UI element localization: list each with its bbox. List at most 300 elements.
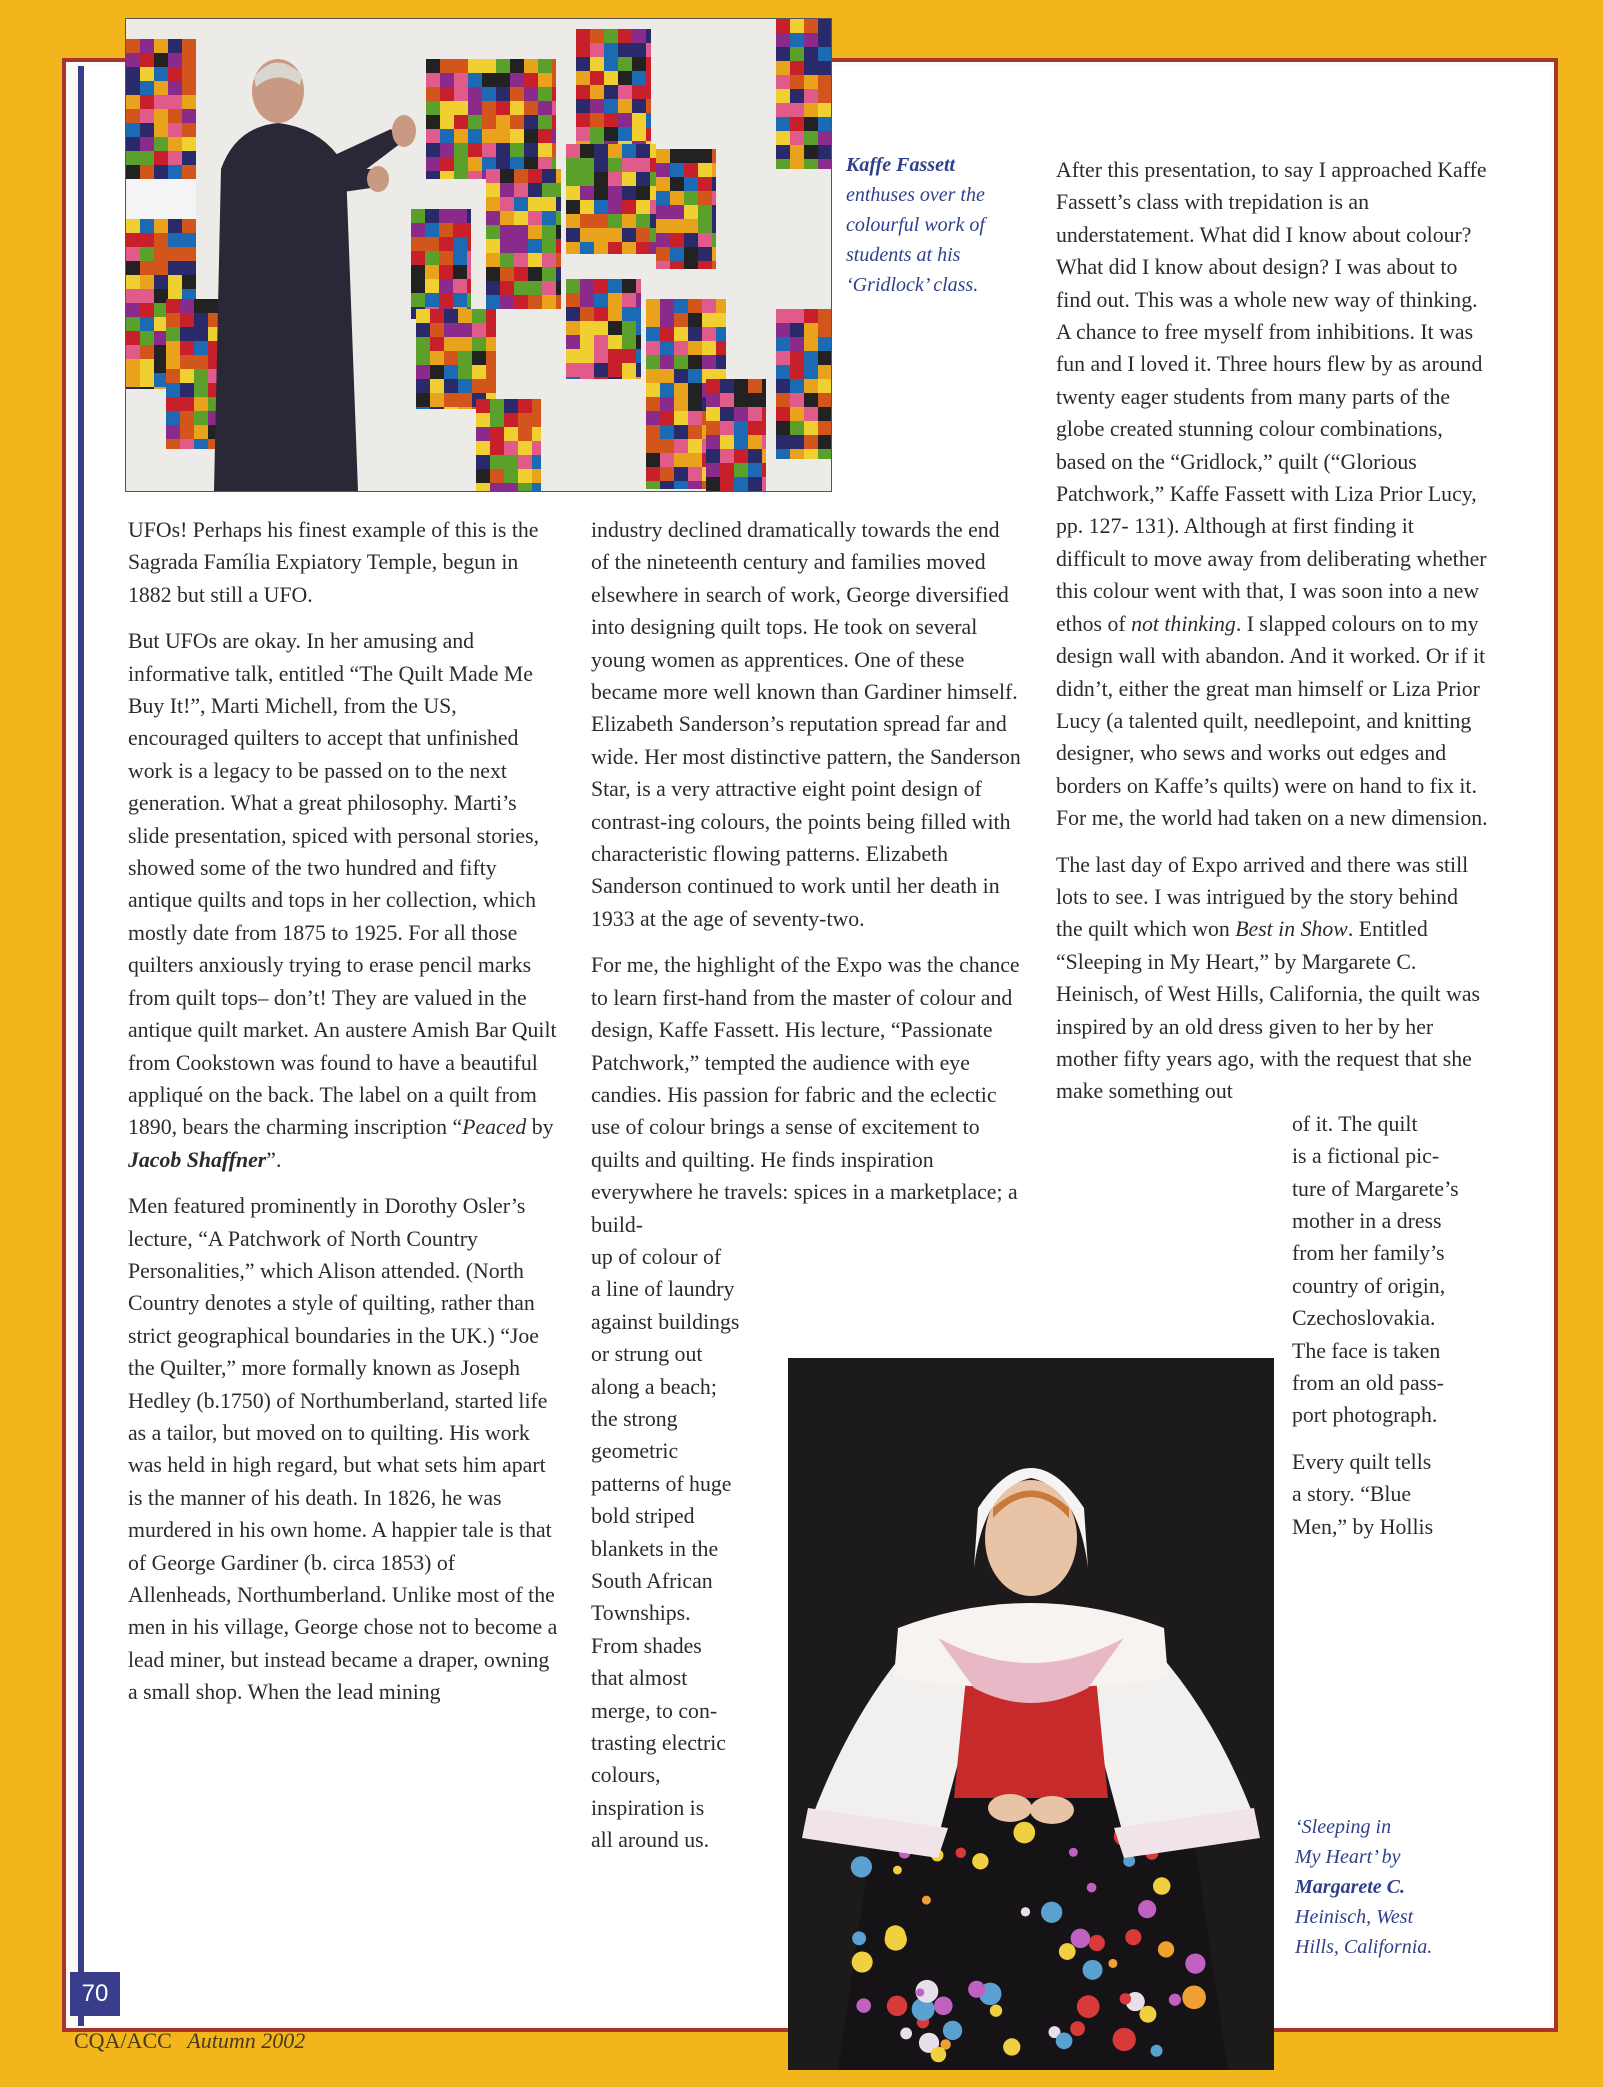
embroidered-flower [852, 1931, 866, 1945]
quilt-block-square [518, 413, 532, 427]
quilt-block-square [430, 393, 444, 407]
text-line: port photograph. [1292, 1403, 1438, 1428]
quilt-block-square [650, 186, 656, 200]
quilt-block-square [468, 115, 482, 129]
quilt-block-square [776, 323, 790, 337]
quilt-block-square [566, 186, 580, 200]
quilt-block-square [154, 151, 168, 165]
text-line: ture of Margarete’s [1292, 1176, 1459, 1201]
quilt-block-square [804, 337, 818, 351]
quilt-block-square [720, 407, 734, 421]
quilt-block-square [632, 29, 646, 43]
quilt-block-square [580, 144, 594, 158]
quilt-block-square [670, 205, 684, 219]
quilt-block-square [528, 211, 542, 225]
quilt-block-square [482, 73, 496, 87]
quilt-block-square [790, 33, 804, 47]
embroidered-flower [1153, 1877, 1170, 1894]
quilt-block-square [790, 159, 804, 169]
embroidered-flower [1013, 1822, 1035, 1844]
quilt-block-square [154, 81, 168, 95]
quilt-block-square [154, 373, 168, 387]
quilt-block-square [524, 87, 538, 101]
quilt-block-square [712, 177, 716, 191]
text-line: from an old pass- [1292, 1371, 1444, 1396]
quilt-block-square [490, 455, 504, 469]
quilt-block-square [430, 337, 444, 351]
publication-name: CQA/ACC [74, 2028, 172, 2053]
quilt-block-square [440, 143, 454, 157]
quilt-block-square [618, 29, 632, 43]
quilt-block-square [166, 411, 180, 425]
quilt-block-square [618, 113, 632, 127]
quilt-block-square [430, 365, 444, 379]
text-line: Every quilt tells [1292, 1449, 1432, 1474]
quilt-block-square [490, 399, 504, 413]
text-line: trasting electric [591, 1731, 726, 1756]
quilt-block-square [490, 469, 504, 483]
quilt-block-square [518, 399, 532, 413]
quilt-block-square [712, 149, 716, 163]
quilt-block-square [790, 131, 804, 145]
quilt-block-square [510, 87, 524, 101]
quilt-block-square [524, 73, 538, 87]
quilt-block-square [618, 127, 632, 141]
quilt-block-square [656, 163, 670, 177]
quilt-block-square [804, 449, 818, 459]
quilt-block-square [154, 233, 168, 247]
quilt-block-square [818, 19, 831, 33]
quilt-block-square [140, 317, 154, 331]
quilt-block-square [622, 363, 636, 377]
quilt-block-square [576, 113, 590, 127]
quilt-block-square [182, 95, 196, 109]
quilt-block-square [716, 327, 726, 341]
quilt-block-square [566, 293, 580, 307]
quilt-block-square [636, 200, 650, 214]
quilt-block-square [804, 75, 818, 89]
quilt-block-square [818, 309, 831, 323]
quilt-block-square [762, 435, 766, 449]
quilt-block-square [168, 247, 182, 261]
quilt-block-square [552, 73, 556, 87]
italic-text: Best in Show [1235, 917, 1348, 942]
text-line: geometric [591, 1439, 679, 1464]
quilt-block-square [532, 455, 541, 469]
quilt-block-square [604, 85, 618, 99]
quilt-block-square [636, 158, 650, 172]
quilt-block-square [650, 144, 656, 158]
quilt-block-square [430, 351, 444, 365]
quilt-block-square [674, 369, 688, 383]
quilt-block-square [458, 379, 472, 393]
quilt-block-square [154, 289, 168, 303]
quilt-block-square [426, 73, 440, 87]
quilt-block-square [528, 281, 542, 295]
quilt-block-square [416, 351, 430, 365]
quilt-block-square [514, 239, 528, 253]
quilt-block-square [818, 33, 831, 47]
quilt-block-square [194, 439, 208, 449]
quilt-block-square [518, 455, 532, 469]
quilt-block-square [126, 317, 140, 331]
quilt-block-square [590, 57, 604, 71]
quilt-block-square [416, 309, 430, 323]
quilt-block-square [790, 61, 804, 75]
quilt-block-square [542, 183, 556, 197]
quilt-block-square [476, 441, 490, 455]
quilt-block-square [467, 237, 471, 251]
quilt-block-square [472, 309, 486, 323]
quilt-block-square [804, 103, 818, 117]
quilt-block-square [688, 439, 702, 453]
quilt-block-square [140, 387, 154, 389]
quilt-block-square [126, 123, 140, 137]
quilt-block-square [734, 435, 748, 449]
quilt-block-square [126, 39, 140, 53]
text-line: or strung out [591, 1342, 703, 1367]
italic-text: not thinking [1131, 611, 1236, 636]
quilt-block-square [166, 369, 180, 383]
quilt-block-square [168, 123, 182, 137]
caption-line: enthuses over the [846, 184, 985, 206]
quilt-block-square [646, 299, 660, 313]
quilt-block-square [542, 267, 556, 281]
quilt-block-square [166, 327, 180, 341]
quilt-block-square [182, 109, 196, 123]
quilt-block-square [660, 481, 674, 489]
quilt-block-square [712, 219, 716, 233]
quilt-block-square [126, 345, 140, 359]
quilt-block-square [430, 309, 444, 323]
quilt-block-square [504, 399, 518, 413]
caption-line: ‘Sleeping in [1295, 1816, 1392, 1838]
quilt-block-square [180, 313, 194, 327]
quilt-block-square [604, 29, 618, 43]
quilt-block-square [580, 200, 594, 214]
quilt-block-square [660, 397, 674, 411]
embroidered-flower [990, 2004, 1002, 2016]
quilt-block-square [646, 439, 660, 453]
quilt-block-square [556, 253, 561, 267]
quilt-block-square [467, 223, 471, 237]
quilt-block-square [538, 87, 552, 101]
quilt-block-square [688, 355, 702, 369]
quilt-block-square [532, 469, 541, 483]
quilt-block-square [140, 233, 154, 247]
quilt-block-square [580, 293, 594, 307]
quilt-block-square [411, 279, 425, 293]
quilt-block-square [622, 377, 636, 379]
embroidered-flower [852, 1952, 873, 1973]
quilt-block-square [467, 265, 471, 279]
quilt-block-square [426, 129, 440, 143]
quilt-block-square [467, 251, 471, 265]
quilt-block-square [790, 351, 804, 365]
quilt-block-square [552, 101, 556, 115]
quilt-block-square [476, 427, 490, 441]
quilt-block-square [698, 191, 712, 205]
quilt-block-square [510, 101, 524, 115]
quilt-block-square [180, 341, 194, 355]
quilt-block-square [194, 355, 208, 369]
quilt-block-square [168, 137, 182, 151]
text-line: From shades [591, 1633, 702, 1658]
quilt-block-square [618, 57, 632, 71]
quilt-block-square [486, 379, 496, 393]
quilt-block-square [804, 61, 818, 75]
quilt-block-square [674, 467, 688, 481]
quilt-block-square [576, 141, 590, 144]
embroidered-flower [887, 1996, 907, 2016]
text-line: mother in a dress [1292, 1209, 1442, 1233]
quilt-block-square [580, 158, 594, 172]
quilt-block-square [556, 239, 561, 253]
quilt-block-square [716, 299, 726, 313]
quilt-block-square [453, 209, 467, 223]
quilt-block-square [698, 261, 712, 269]
quilt-block-square [430, 379, 444, 393]
quilt-block-square [706, 379, 720, 393]
paragraph-text: But UFOs are okay. In her amusing and informative talk, entitled “The Quilt Made Me Buy It!”, Marti Michell, from the US, encouraged quilters to accept that unfinished work is a legacy to be passed on to the next generation. What a great philosophy. Marti’s slide presentation, spiced with personal stories, showed some of the two hundred and fifty antique quilts and tops in her collection, which mostly date from 1875 to 1925. For all those quilters anxiously trying to erase pencil marks from quilt tops– don’t! They are valued in the antique quilt market. An austere Amish Bar Quilt from Cookstown was found to have a beautiful appliqué on the back. The label on a quilt from 1890, bears the charming inscription [128, 629, 557, 1140]
text-line: up of colour of [591, 1244, 722, 1269]
quilt-block-square [542, 253, 556, 267]
quilt-block-square [590, 43, 604, 57]
quilt-block-square [776, 61, 790, 75]
quilt-block-square [706, 407, 720, 421]
quilt-block-square [674, 355, 688, 369]
quilt-block-square [154, 165, 168, 179]
quilt-block-square [556, 267, 561, 281]
quilt-block-square [182, 151, 196, 165]
quilt-block-square [166, 397, 180, 411]
quilt-block-square [684, 163, 698, 177]
embroidered-flower [922, 1896, 931, 1905]
paragraph [128, 625, 560, 1176]
quilt-block-square [818, 117, 831, 131]
quilt-block-square [476, 413, 490, 427]
quilt-block-square [514, 225, 528, 239]
quilt-block-square [646, 313, 660, 327]
quilt-block-square [168, 219, 182, 233]
quilt-block-square [542, 295, 556, 309]
quilt-block-square [688, 453, 702, 467]
quilt-block-square [790, 449, 804, 459]
quilt-block-square [608, 307, 622, 321]
quilt-block-square [552, 87, 556, 101]
quilt-block-square [632, 113, 646, 127]
quilt-block-square [818, 61, 831, 75]
quilt-block-square [790, 145, 804, 159]
embroidered-flower [956, 1848, 967, 1859]
text-line: bold striped [591, 1504, 695, 1529]
wrapped-text [1292, 1108, 1492, 1432]
text-line: The face is taken [1292, 1338, 1441, 1363]
embroidered-flower [1138, 1900, 1156, 1918]
quilt-block-square [636, 144, 650, 158]
quilt-block-square [804, 435, 818, 449]
text-line: colours, [591, 1763, 661, 1788]
quote-mark: “ [452, 1115, 463, 1140]
quilt-block-square [776, 393, 790, 407]
quilt-block-square [168, 81, 182, 95]
quilt-block-square [748, 477, 762, 491]
quilt-block-square [604, 71, 618, 85]
issue-date: Autumn 2002 [187, 2028, 306, 2053]
quilt-block-square [439, 251, 453, 265]
quilt-block-square [660, 439, 674, 453]
quilt-block-square [622, 349, 636, 363]
quilt-block-square [514, 197, 528, 211]
quilt-block-square [482, 157, 496, 171]
quilt-block-square [646, 481, 660, 489]
quilt-block-square [566, 242, 580, 254]
quilt-block-square [632, 57, 646, 71]
quilt-block-square [776, 89, 790, 103]
quilt-block-square [538, 101, 552, 115]
quilt-block-square [776, 47, 790, 61]
quilt-block-square [500, 267, 514, 281]
embroidered-flower [1059, 1943, 1076, 1960]
quilt-block-square [790, 393, 804, 407]
embroidered-flower [856, 1998, 871, 2013]
quilt-block-square [594, 144, 608, 158]
quilt-block-square [168, 39, 182, 53]
quilt-block-square [476, 483, 490, 491]
quilt-block-square [411, 251, 425, 265]
quilt-block-square [688, 383, 702, 397]
quilt-block-square [776, 159, 790, 169]
quilt-block-square [532, 413, 541, 427]
quilt-block-square [684, 177, 698, 191]
quilt-block-square [510, 157, 524, 169]
quilt-block-square [510, 129, 524, 143]
quilt-block-square [486, 239, 500, 253]
quilt-block-square [804, 407, 818, 421]
quilt-block-square [576, 85, 590, 99]
quilt-block-square [486, 281, 500, 295]
quilt-block-square [636, 279, 641, 293]
quilt-block-square [500, 295, 514, 309]
quilt-block-square [818, 47, 831, 61]
quilt-block-square [440, 115, 454, 129]
quilt-block-square [168, 151, 182, 165]
embroidered-flower [931, 2047, 946, 2062]
quilt-block-square [818, 323, 831, 337]
quilt-block-square [154, 275, 168, 289]
text-line: inspiration is [591, 1795, 705, 1820]
quilt-block-square [454, 87, 468, 101]
quilt-block-square [622, 242, 636, 254]
quilt-block-square [594, 363, 608, 377]
quilt-block-square [594, 172, 608, 186]
quilt-block-square [636, 321, 641, 335]
quilt-block-square [660, 299, 674, 313]
quilt-block-square [168, 95, 182, 109]
quilt-block-square [650, 242, 656, 254]
quilt-block-square [776, 365, 790, 379]
quilt-block-square [804, 351, 818, 365]
quilt-block-square [590, 127, 604, 141]
quilt-block-square [528, 225, 542, 239]
quilt-block-square [454, 73, 468, 87]
quilt-block-square [453, 251, 467, 265]
quilt-block-square [425, 265, 439, 279]
quilt-block-square [542, 169, 556, 183]
quilt-block-square [674, 453, 688, 467]
quilt-block-square [790, 309, 804, 323]
quilt-block-square [154, 247, 168, 261]
quilt-block-square [818, 379, 831, 393]
quilt-block-square [702, 299, 716, 313]
paragraph: UFOs! Perhaps his finest example of this is the Sagrada Família Expiatory Temple, begun in 1882 but still a UFO. [128, 518, 539, 607]
quilt-block-square [510, 59, 524, 73]
quilt-block-square [486, 351, 496, 365]
embroidered-flower [1087, 1883, 1097, 1893]
quilt-block-square [646, 71, 651, 85]
quilt-block-square [528, 239, 542, 253]
quilt-block-square [411, 293, 425, 307]
quilt-block-square [636, 228, 650, 242]
quilt-block-square [140, 275, 154, 289]
quilt-block-square [622, 307, 636, 321]
quilt-block-square [182, 275, 196, 289]
embroidered-flower [1108, 1959, 1117, 1968]
quilt-block-square [180, 397, 194, 411]
quilt-block-square [472, 379, 486, 393]
embroidered-flower [885, 1925, 905, 1945]
text-line: from her family’s [1292, 1241, 1445, 1266]
quilt-block-square [524, 157, 538, 169]
quilt-block-square [126, 387, 140, 389]
quilt-block-square [468, 101, 482, 115]
quilt-block-square [439, 279, 453, 293]
quilt-block-square [684, 205, 698, 219]
quilt-block-square [604, 57, 618, 71]
quilt-block-square [804, 393, 818, 407]
quilt-block-square [636, 293, 641, 307]
quilt-block-square [684, 219, 698, 233]
embroidered-flower [972, 1853, 988, 1869]
quilt-block-square [126, 81, 140, 95]
quilt-block-square [426, 101, 440, 115]
quilt-block-square [454, 143, 468, 157]
quilt-block-square [674, 299, 688, 313]
quilt-block-square [140, 67, 154, 81]
quilt-block-square [168, 53, 182, 67]
quilt-block-square [542, 239, 556, 253]
quilt-block-square [180, 299, 194, 313]
text-line: that almost [591, 1666, 688, 1691]
quilt-block-square [818, 131, 831, 145]
quilt-block-square [790, 323, 804, 337]
quilt-block-square [712, 205, 716, 219]
quilt-block-square [590, 99, 604, 113]
quilt-block-square [500, 281, 514, 295]
quilt-block-square [776, 435, 790, 449]
quilt-block-square [126, 373, 140, 387]
embroidered-flower [916, 1988, 924, 1996]
quilt-block-square [748, 449, 762, 463]
quilt-block-square [496, 87, 510, 101]
quilt-block-square [538, 59, 552, 73]
quilt-block-square [818, 89, 831, 103]
quilt-block-square [194, 327, 208, 341]
quilt-block-square [454, 101, 468, 115]
quilt-block-square [580, 335, 594, 349]
quilt-block-square [472, 337, 486, 351]
quilt-block-square [486, 169, 500, 183]
